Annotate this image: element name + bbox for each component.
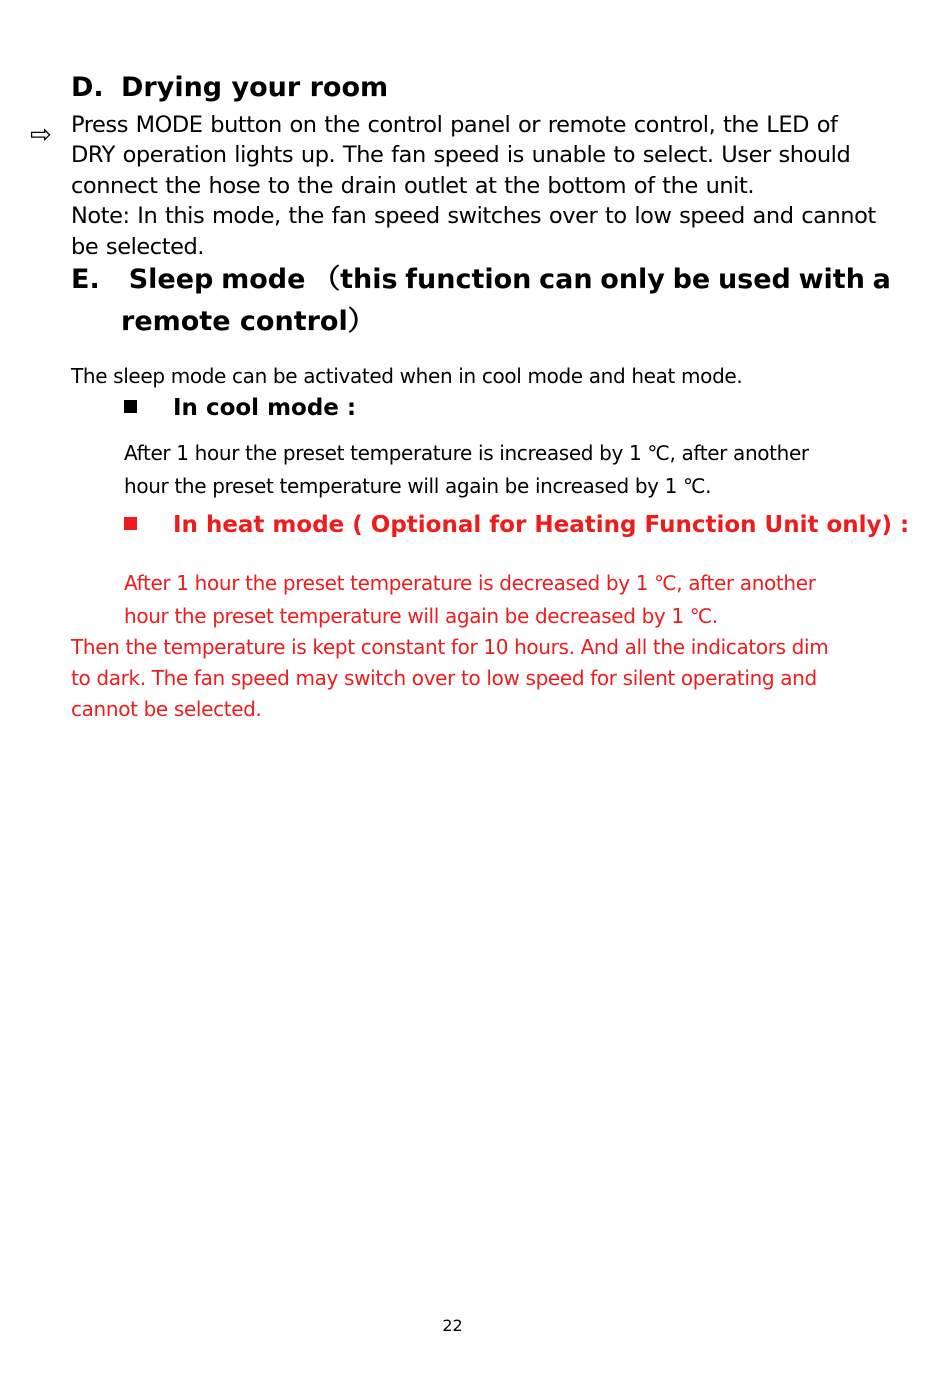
title-word: a [872, 264, 891, 295]
sleep-mode-intro: The sleep mode can be activated when in cool mode and heat mode. [71, 364, 743, 388]
heat-mode-line: hour the preset temperature will again be decreased by 1 ℃. [124, 604, 718, 628]
cool-mode-line: After 1 hour the preset temperature is increased by 1 ℃, after another [124, 441, 809, 465]
continuation-line: Then the temperature is kept constant for 10 hours. And all the indicators dim [71, 635, 829, 659]
title-word: （this [313, 264, 398, 295]
section-e-letter: E. [71, 264, 100, 295]
cool-mode-line: hour the preset temperature will again be increased by 1 ℃. [124, 474, 712, 498]
drying-line: Press MODE button on the control panel or remote control, the LED of [71, 112, 838, 138]
section-e-heading [71, 262, 891, 340]
cool-mode-heading-text: In cool mode : [173, 395, 357, 421]
title-word: with [798, 264, 865, 295]
title-word: Sleep [128, 264, 214, 295]
continuation-line: to dark. The fan speed may switch over to low speed for silent operating and [71, 666, 817, 690]
cool-mode-description [124, 437, 894, 503]
title-word: used [717, 264, 791, 295]
title-word: function [405, 264, 532, 295]
page-number: 22 [442, 1316, 463, 1335]
heat-mode-heading-text: In heat mode ( Optional for Heating Function Unit only) : [173, 512, 910, 538]
section-e-title-line2: remote control） [121, 306, 375, 337]
drying-line: connect the hose to the drain outlet at the bottom of the unit. [71, 172, 755, 199]
heat-mode-description [124, 567, 894, 633]
cool-mode-heading [124, 393, 356, 423]
title-word: can [539, 264, 593, 295]
section-d-letter: D. [71, 72, 104, 103]
continuation-line: cannot be selected. [71, 697, 262, 721]
title-word: only [600, 264, 665, 295]
heat-mode-continuation [71, 632, 891, 725]
section-e-title-line1 [71, 262, 891, 298]
drying-note-line: be selected. [71, 233, 205, 260]
heat-mode-line: After 1 hour the preset temperature is decreased by 1 ℃, after another [124, 571, 816, 595]
drying-description [71, 110, 901, 262]
section-d-heading [71, 72, 388, 104]
double-right-arrow-icon: ⇨ [30, 120, 52, 150]
title-word: mode [221, 264, 306, 295]
drying-line: DRY operation lights up. The fan speed is unable to select. User should [71, 142, 851, 169]
square-bullet-icon [124, 400, 137, 413]
drying-note-line: Note: In this mode, the fan speed switches over to low speed and cannot [71, 203, 876, 230]
heat-mode-heading [124, 510, 909, 540]
title-word: be [672, 264, 711, 295]
section-d-title: Drying your room [121, 72, 389, 103]
square-bullet-icon [124, 517, 137, 530]
